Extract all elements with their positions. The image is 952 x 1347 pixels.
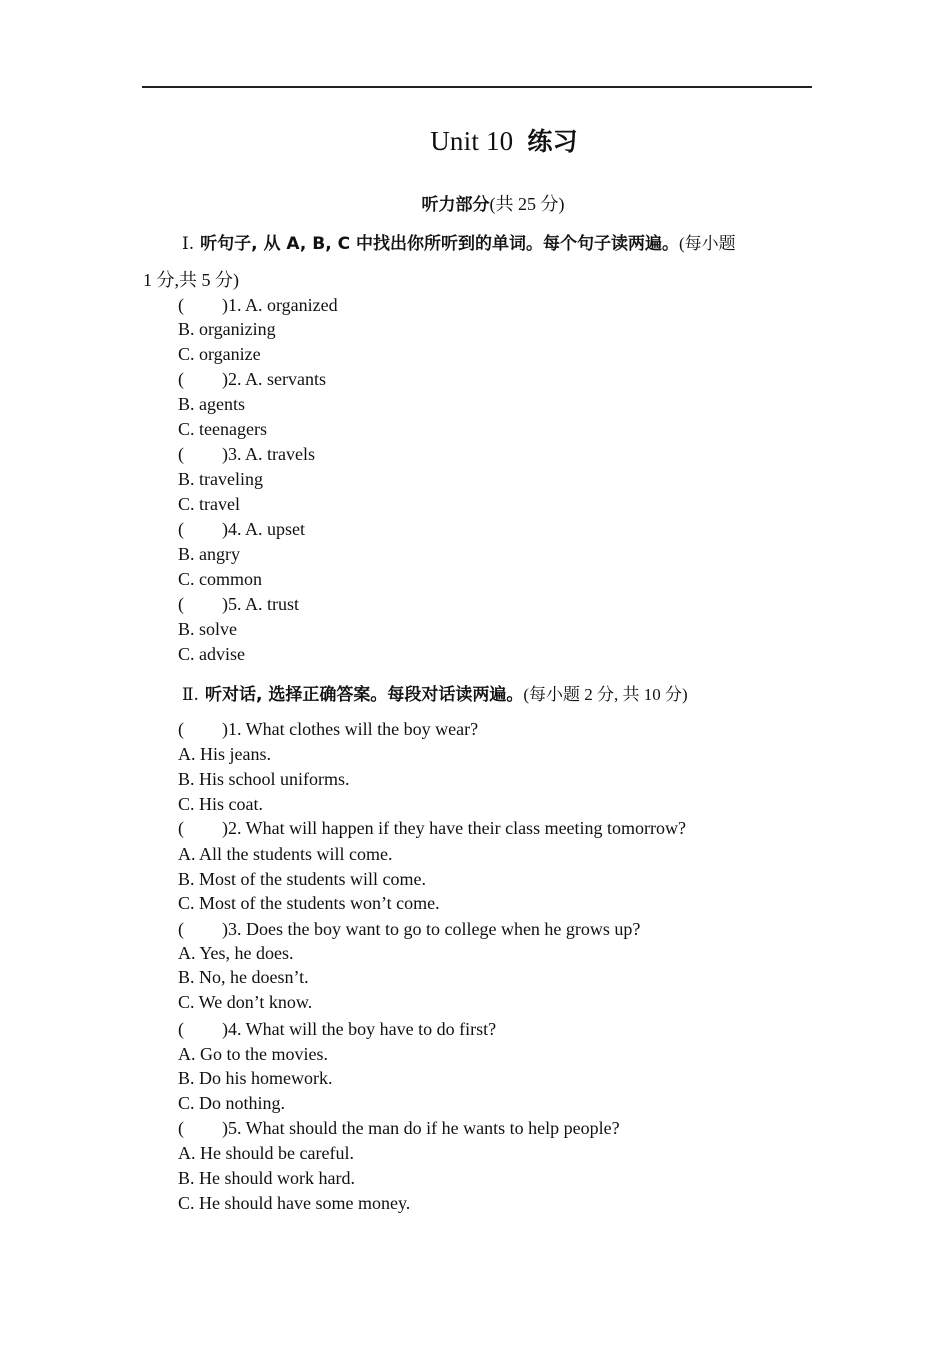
list-item: B. angry [178, 544, 240, 564]
list-item: C. Most of the students won’t come. [178, 893, 440, 913]
list-item: C. travel [178, 494, 240, 514]
list-item: B. He should work hard. [178, 1168, 355, 1188]
list-item: ( )2. A. servants [178, 369, 326, 389]
section1-instruction: Ⅰ. 听句子, 从 A, B, C 中找出你所听到的单词。每个句子读两遍。(每小题 [182, 234, 736, 254]
list-item: C. advise [178, 644, 245, 664]
top-rule [142, 86, 812, 88]
list-item: C. Do nothing. [178, 1093, 286, 1113]
subtitle-score: (共 25 分) [489, 194, 565, 214]
list-item: A. Go to the movies. [178, 1044, 328, 1064]
list-item: A. His jeans. [178, 744, 271, 764]
section2-instruction: Ⅱ. 听对话, 选择正确答案。每段对话读两遍。(每小题 2 分, 共 10 分) [182, 685, 688, 705]
section1-score: 1 分,共 5 分) [143, 270, 239, 290]
list-item: ( )2. What will happen if they have their class meeting tomorrow? [178, 818, 687, 838]
subtitle-cn: 听力部分 [421, 195, 490, 215]
list-item: B. traveling [178, 469, 263, 489]
list-item: C. We don’t know. [178, 992, 313, 1012]
list-item: ( )3. A. travels [178, 444, 315, 464]
list-item: ( )5. A. trust [178, 594, 300, 614]
section-heading [0, 190, 952, 216]
list-item: ( )1. What clothes will the boy wear? [178, 719, 479, 739]
list-item: ( )5. What should the man do if he wants to help people? [178, 1118, 620, 1138]
list-item: B. No, he doesn’t. [178, 967, 309, 987]
list-item: ( )4. A. upset [178, 519, 305, 539]
title-cn: 练习 [527, 127, 578, 156]
list-item: A. All the students will come. [178, 844, 393, 864]
list-item: ( )4. What will the boy have to do first? [178, 1019, 497, 1039]
list-item: B. Do his homework. [178, 1068, 333, 1088]
list-item: ( )1. A. organized [178, 295, 338, 315]
title-en: Unit 10 [430, 126, 514, 156]
list-item: C. His coat. [178, 794, 263, 814]
list-item: C. teenagers [178, 419, 267, 439]
list-item: A. He should be careful. [178, 1143, 354, 1163]
list-item: B. organizing [178, 319, 276, 339]
list-item: ( )3. Does the boy want to go to college when he grows up? [178, 919, 641, 939]
page-title [0, 122, 952, 158]
list-item: B. His school uniforms. [178, 769, 350, 789]
list-item: C. common [178, 569, 262, 589]
list-item: B. solve [178, 619, 238, 639]
list-item: B. agents [178, 394, 245, 414]
list-item: B. Most of the students will come. [178, 869, 426, 889]
list-item: C. He should have some money. [178, 1193, 411, 1213]
list-item: A. Yes, he does. [178, 943, 294, 963]
list-item: C. organize [178, 344, 261, 364]
